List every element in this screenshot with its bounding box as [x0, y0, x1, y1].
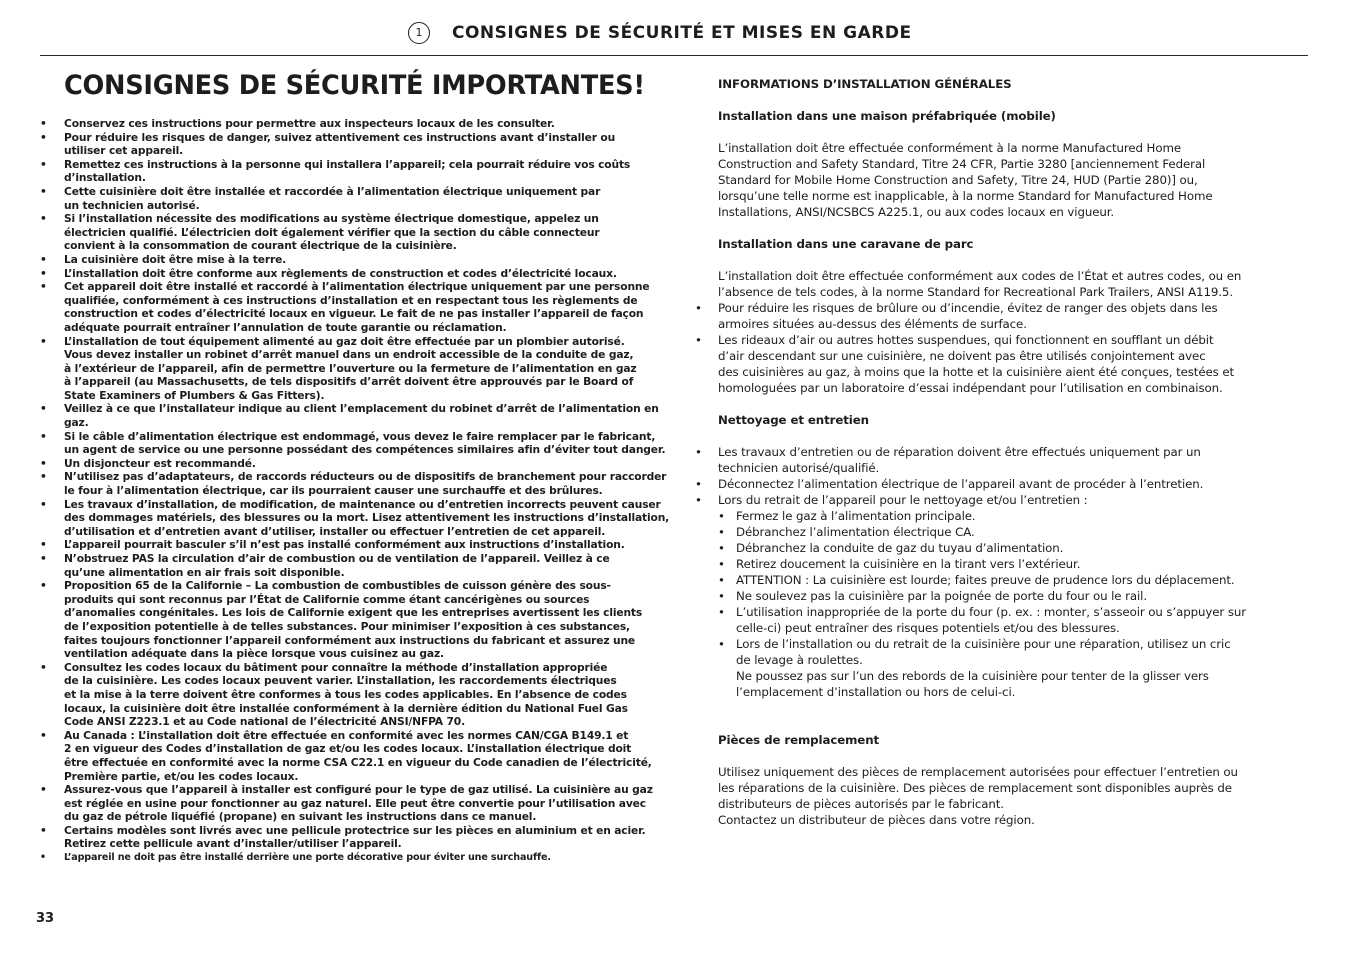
cleaning-note: Ne poussez pas sur l’un des rebords de la cuisinière pour tenter de la glisser vers l’emplacement d’installation ou hors de celui-ci. [736, 669, 1209, 699]
list-item: • Cette cuisinière doit être installée et raccordée à l’alimentation électrique uniquement par un technicien autorisé. [40, 185, 680, 212]
section-number-badge: 1 [408, 22, 430, 44]
park-trailer-list [718, 300, 1298, 396]
list-item: • Si le câble d’alimentation électrique est endommagé, vous devez le faire remplacer par le fabricant, un agent de service ou une personne possédant des compétences similaires afin d’éviter tout danger. [40, 430, 680, 457]
list-item: • La cuisinière doit être mise à la terre. [40, 253, 680, 267]
park-trailer-text: L’installation doit être effectuée conformément aux codes de l’État et autres codes, ou en l’absence de tels codes, à la norme Standard for Recreational Park Trailers, ANSI A119.5. [718, 269, 1242, 299]
general-installation-heading: INFORMATIONS D’INSTALLATION GÉNÉRALES [718, 77, 1012, 91]
list-item: • Proposition 65 de la Californie – La combustion de combustibles de cuisson génère des sous- produits qui sont reconnus par l’État de Californie comme étant cancérigènes ou sources d’anomalies congénitales. Les lois de Californie exigent que les entreprises avertissent les clients de l’exposition potentielle à de telles substances. Pour minimiser l’exposition à ces substances, faites toujours fonctionner l’appareil conformément aux instructions du fabricant et assurez une ventilation adéquate dans la pièce lorsque vous cuisinez au gaz. [40, 579, 680, 661]
park-trailer-heading: Installation dans une caravane de parc [718, 237, 974, 251]
section-title: CONSIGNES DE SÉCURITÉ ET MISES EN GARDE [452, 23, 912, 43]
list-item: • Retirez doucement la cuisinière en la tirant vers l’extérieur. [736, 556, 1298, 572]
section-header [40, 18, 1308, 56]
mobile-home-text: L’installation doit être effectuée conformément à la norme Manufactured Home Construction and Safety Standard, Titre 24 CFR, Partie 3280 [anciennement Federal Standard for Mobile Home Construction and Safety, Titre 24, HUD (Partie 280)] ou, lorsqu’une telle norme est inapplicable, à la norme Standard for Manufactured Home Installations, ANSI/NCSBCS A225.1, ou aux codes locaux en vigueur. [718, 141, 1213, 219]
list-item: • Certains modèles sont livrés avec une pellicule protectrice sur les pièces en aluminium et en acier. Retirez cette pellicule avant d’installer/utiliser l’appareil. [40, 824, 680, 851]
replacement-parts-heading: Pièces de remplacement [718, 733, 880, 747]
cleaning-heading: Nettoyage et entretien [718, 413, 869, 427]
list-item: • Au Canada : L’installation doit être effectuée en conformité avec les normes CAN/CGA B149.1 et 2 en vigueur des Codes d’installation de gaz et/ou les codes locaux. L’installation électrique doit être effectuée en conformité avec la norme CSA C22.1 en vigueur du Code canadien de l’électricité, Première partie, et/ou les codes locaux. [40, 729, 680, 783]
cleaning-list [718, 444, 1298, 508]
list-item: • Remettez ces instructions à la personne qui installera l’appareil; cela pourrait réduire vos coûts d’installation. [40, 158, 680, 185]
list-item: • Fermez le gaz à l’alimentation principale. [736, 508, 1298, 524]
list-item: • ATTENTION : La cuisinière est lourde; faites preuve de prudence lors du déplacement. [736, 572, 1298, 588]
list-item: • Consultez les codes locaux du bâtiment pour connaître la méthode d’installation appropriée de la cuisinière. Les codes locaux peuvent varier. L’installation, les raccordements électriques et la mise à la terre doivent être conformes à tous les codes applicables. En l’absence de codes locaux, la cuisinière doit être installée conformément à la dernière édition du National Fuel Gas Code ANSI Z223.1 et au Code national de l’électricité ANSI/NFPA 70. [40, 661, 680, 729]
page-number: 33 [36, 911, 55, 926]
list-item: • Les travaux d’installation, de modification, de maintenance ou d’entretien incorrects peuvent causer des dommages matériels, des blessures ou la mort. Lisez attentivement les instructions d’installation, d’utilisation et d’entretien avant d’utiliser, installer ou effectuer l’entretien de cet appareil. [40, 498, 680, 539]
list-item: • Débranchez la conduite de gaz du tuyau d’alimentation. [736, 540, 1298, 556]
list-item: • Déconnectez l’alimentation électrique de l’appareil avant de procéder à l’entretien. [718, 476, 1298, 492]
list-item: • Lors de l’installation ou du retrait de la cuisinière pour une réparation, utilisez un cric de levage à roulettes. [736, 636, 1298, 668]
list-item: • L’installation de tout équipement alimenté au gaz doit être effectuée par un plombier autorisé. Vous devez installer un robinet d’arrêt manuel dans un endroit accessible de la conduite de gaz, à l’extérieur de l’appareil, afin de permettre l’ouverture ou la fermeture de l’alimentation en gaz à l’appareil (au Massachusetts, de tels dispositifs d’arrêt doivent être approuvés par le Board of State Examiners of Plumbers & Gas Fitters). [40, 335, 680, 403]
list-item: • Si l’installation nécessite des modifications au système électrique domestique, appelez un électricien qualifié. L’électricien doit également vérifier que la section du câble connecteur convient à la consommation de courant électrique de la cuisinière. [40, 212, 680, 253]
removal-steps-list [718, 508, 1298, 668]
replacement-parts-text: Utilisez uniquement des pièces de remplacement autorisées pour effectuer l’entretien ou les réparations de la cuisinière. Des pièces de remplacement sont disponibles auprès de distributeurs de pièces autorisés par le fabricant. Contactez un distributeur de pièces dans votre région. [718, 765, 1238, 827]
list-item: • Un disjoncteur est recommandé. [40, 457, 680, 471]
list-item: • Lors du retrait de l’appareil pour le nettoyage et/ou l’entretien : [718, 492, 1298, 508]
page-title: CONSIGNES DE SÉCURITÉ IMPORTANTES! [64, 70, 645, 101]
list-item: • L’appareil pourrait basculer s’il n’est pas installé conformément aux instructions d’installation. [40, 538, 680, 552]
list-item: • L’installation doit être conforme aux règlements de construction et codes d’électricité locaux. [40, 267, 680, 281]
list-item: • Assurez-vous que l’appareil à installer est configuré pour le type de gaz utilisé. La cuisinière au gaz est réglée en usine pour fonctionner au gaz naturel. Elle peut être convertie pour l’utilisation avec du gaz de pétrole liquéfié (propane) en suivant les instructions dans ce manuel. [40, 783, 680, 824]
safety-instructions-list [40, 117, 680, 865]
list-item: • Ne soulevez pas la cuisinière par la poignée de porte du four ou le rail. [736, 588, 1298, 604]
list-item: • Pour réduire les risques de brûlure ou d’incendie, évitez de ranger des objets dans les armoires situées au-dessus des éléments de surface. [718, 300, 1298, 332]
list-item: • L’utilisation inappropriée de la porte du four (p. ex. : monter, s’asseoir ou s’appuyer sur celle-ci) peut entraîner des risques potentiels et/ou des blessures. [736, 604, 1298, 636]
list-item: • Cet appareil doit être installé et raccordé à l’alimentation électrique uniquement par une personne qualifiée, conformément à ces instructions d’installation et en respectant tous les règlements de construction et codes d’électricité locaux en vigueur. Le fait de ne pas installer l’appareil de façon adéquate pourrait entraîner l’annulation de toute garantie ou réclamation. [40, 280, 680, 334]
list-item: • L’appareil ne doit pas être installé derrière une porte décorative pour éviter une surchauffe. [40, 851, 680, 865]
list-item: • N’utilisez pas d’adaptateurs, de raccords réducteurs ou de dispositifs de branchement pour raccorder le four à l’alimentation électrique, car ils pourraient causer une surchauffe et des brûlures. [40, 470, 680, 497]
list-item: • Pour réduire les risques de danger, suivez attentivement ces instructions avant d’installer ou utiliser cet appareil. [40, 131, 680, 158]
safety-instructions-column [40, 117, 680, 865]
list-item: • Les rideaux d’air ou autres hottes suspendues, qui fonctionnent en soufflant un débit d’air descendant sur une cuisinière, ne doivent pas être utilisés conjointement avec des cuisinières au gaz, à moins que la hotte et la cuisinière aient été conçues, testées et homologuées par un laboratoire d’essai indépendant pour l’utilisation en combinaison. [718, 332, 1298, 396]
mobile-home-heading: Installation dans une maison préfabriquée (mobile) [718, 109, 1056, 123]
list-item: • N’obstruez PAS la circulation d’air de combustion ou de ventilation de l’appareil. Veillez à ce qu’une alimentation en air frais soit disponible. [40, 552, 680, 579]
list-item: • Les travaux d’entretien ou de réparation doivent être effectués uniquement par un technicien autorisé/qualifié. [718, 444, 1298, 476]
list-item: • Débranchez l’alimentation électrique CA. [736, 524, 1298, 540]
list-item: • Conservez ces instructions pour permettre aux inspecteurs locaux de les consulter. [40, 117, 680, 131]
list-item: • Veillez à ce que l’installateur indique au client l’emplacement du robinet d’arrêt de l’alimentation en gaz. [40, 402, 680, 429]
installation-info-column [718, 76, 1298, 828]
